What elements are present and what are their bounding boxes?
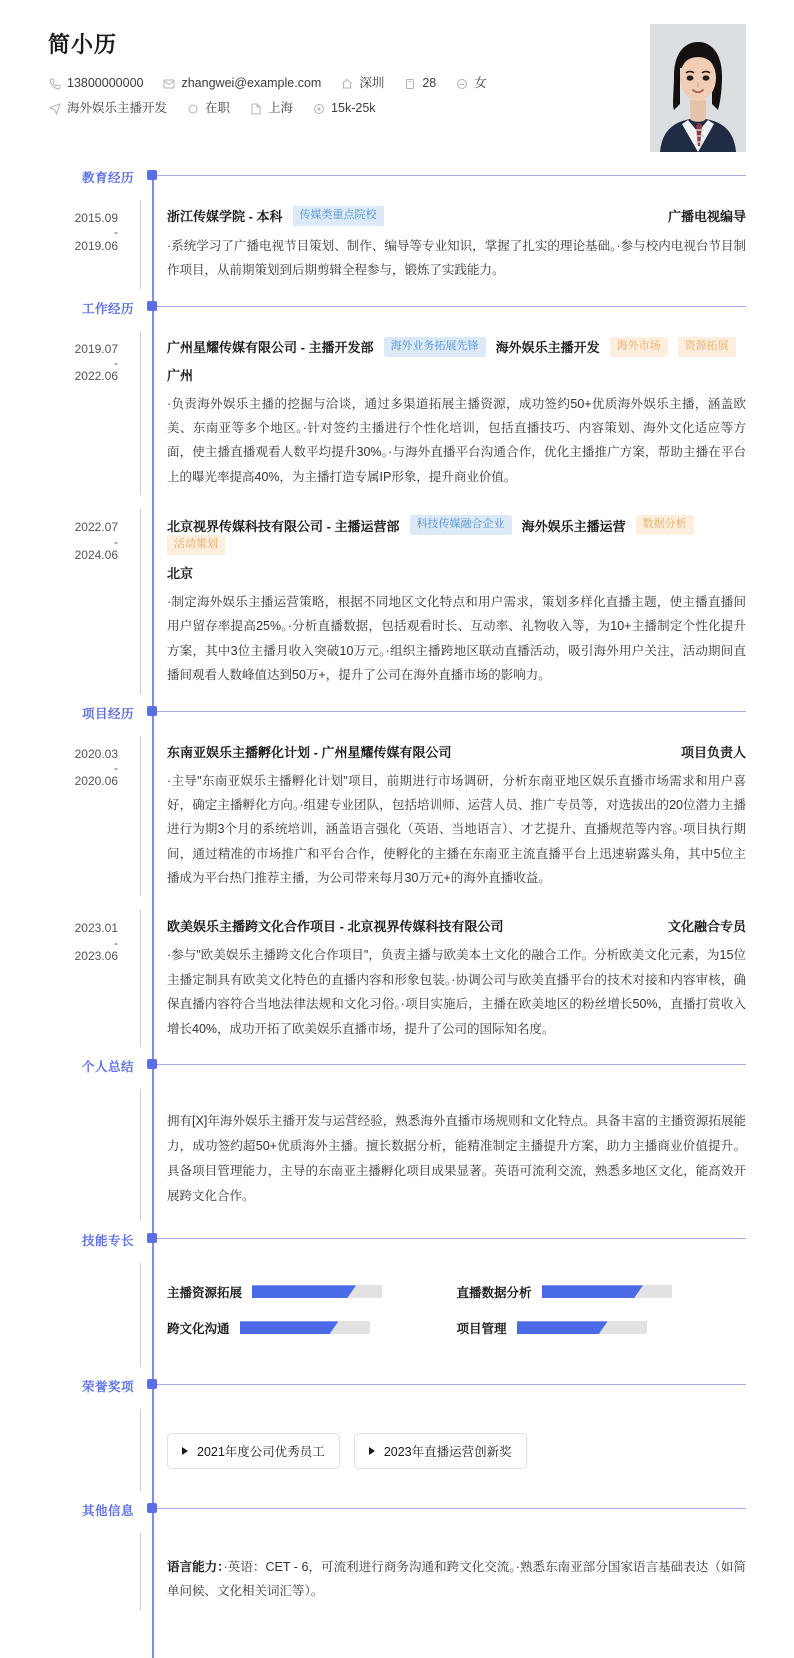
contact-age-value: 28 xyxy=(422,76,437,91)
section-summary xyxy=(0,1055,794,1229)
entry-description: ·系统学习了广播电视节目策划、制作、编导等专业知识，掌握了扎实的理论基础。·参与校内电视台节目制作项目，从前期策划到后期剪辑全程参与，锻炼了实践能力。 xyxy=(167,238,746,278)
company-name: 北京视界传媒科技有限公司 - 主播运营部 xyxy=(167,518,400,534)
job-role: 海外娱乐主播运营 xyxy=(521,518,626,534)
summary-text: 拥有[X]年海外娱乐主播开发与运营经验，熟悉海外直播市场规则和文化特点。具备丰富的主播资源拓展能力，成功签约超50+优质海外主播。擅长数据分析，能精准制定主播提升方案，助力主播商业价值提升。具备项目管理能力，主导的东南亚主播孵化项目成果显著。英语可流利交流，熟悉多地区文化，能高效开展跨文化合作。 xyxy=(167,1113,746,1203)
entry-content xyxy=(140,331,746,495)
section-education xyxy=(0,166,794,297)
entry-dates-empty xyxy=(0,1409,140,1419)
work-location: 北京 xyxy=(167,566,194,581)
entry-dates-empty xyxy=(0,1089,140,1099)
other-info-block xyxy=(167,1539,746,1604)
section-header-awards xyxy=(0,1375,794,1403)
entry-dates xyxy=(0,910,140,965)
contact-email xyxy=(162,77,321,90)
skill-item xyxy=(167,1283,457,1301)
section-header-summary xyxy=(0,1055,794,1083)
entry-dates-empty xyxy=(0,1533,140,1543)
skill-label: 直播数据分析 xyxy=(456,1285,532,1300)
entry-dates xyxy=(0,509,140,564)
skill-progress-fill xyxy=(517,1321,608,1334)
work-entry xyxy=(0,325,794,503)
section-rule xyxy=(157,711,746,712)
company-tag: 科技传媒融合企业 xyxy=(410,515,512,535)
date-dash: - xyxy=(114,935,118,950)
section-label-other: 其他信息 xyxy=(81,1503,134,1518)
section-work xyxy=(0,297,794,702)
job-city xyxy=(249,102,293,115)
date-dash: - xyxy=(114,225,118,240)
entry-description: ·主导"东南亚娱乐主播孵化计划"项目，前期进行市场调研，分析东南亚地区娱乐直播市场需求和用户喜好，确定主播孵化方向。·组建专业团队，包括培训师、运营人员、推广专员等，对选拔出的20位潜力主播进行为期3个月的系统培训，涵盖语言强化（英语、当地语言）、才艺提升、直播规范等内容。·项目执行期间，通过精准的市场推广和平台合作，使孵化的主播在东南亚主流直播平台上迅速崭露头角，其中5位主播成为平台热门推荐主播，为公司带来每月30万元+的海外直播收益。 xyxy=(167,773,746,885)
section-label-work: 工作经历 xyxy=(81,301,134,316)
company-tag: 海外业务拓展先锋 xyxy=(384,337,486,357)
contact-email-value: zhangwei@example.com xyxy=(181,76,322,91)
section-skills xyxy=(0,1229,794,1375)
document-icon xyxy=(249,102,262,115)
entry-description: ·负责海外娱乐主播的挖掘与洽谈，通过多渠道拓展主播资源，成功签约50+优质海外娱乐主播，涵盖欧美、东南亚等多个地区。·针对签约主播进行个性化培训，包括直播技巧、内容策划、海外文化适应等方面，使主播直播观看人数平均提升30%。·与海外直播平台沟通合作，优化主播推广方案，帮助主播在平台上的曝光率提高40%，为主播打造专属IP形象，提升商业价值。 xyxy=(167,396,746,484)
contact-phone xyxy=(48,77,143,90)
skill-progress-track xyxy=(240,1321,370,1334)
play-triangle-icon xyxy=(369,1447,375,1455)
date-end: 2024.06 xyxy=(74,547,118,562)
date-start: 2015.09 xyxy=(74,211,118,225)
date-start: 2023.01 xyxy=(74,921,118,936)
skill-tag: 海外市场 xyxy=(610,337,668,357)
expected-salary xyxy=(312,102,375,115)
section-rule xyxy=(157,1508,746,1509)
section-header-other xyxy=(0,1499,794,1527)
award-chip[interactable] xyxy=(354,1433,527,1469)
date-dash: - xyxy=(114,760,118,775)
phone-icon xyxy=(48,77,61,90)
entry-content xyxy=(140,509,746,693)
contact-hometown-value: 深圳 xyxy=(359,76,385,91)
entry-description: ·制定海外娱乐主播运营策略，根据不同地区文化特点和用户需求，策划多样化直播主题，使主播直播间用户留存率提高25%。·分析直播数据，包括观看时长、互动率、礼物收入等，为10+主播制定个性化提升方案，其中3位主播月收入突破10万元。·组织主播跨地区联动直播活动，吸引海外用户关注，活动期间直播间观看人数峰值达到50万+，提升了公司在海外直播市场的影响力。 xyxy=(167,595,746,683)
status-circle-icon xyxy=(186,102,199,115)
section-label-summary: 个人总结 xyxy=(81,1059,134,1074)
school-tag: 传媒类重点院校 xyxy=(293,206,384,226)
id-badge-icon xyxy=(403,77,416,90)
skill-item xyxy=(167,1319,457,1337)
timeline-marker xyxy=(147,706,157,716)
entry-content xyxy=(140,1089,746,1221)
entry-dates xyxy=(0,200,140,255)
section-rule xyxy=(157,1384,746,1385)
skill-progress-fill xyxy=(240,1321,339,1334)
skill-label: 项目管理 xyxy=(456,1321,507,1336)
project-name: 东南亚娱乐主播孵化计划 - 广州星耀传媒有限公司 xyxy=(167,744,452,760)
project-role: 文化融合专员 xyxy=(667,919,746,935)
skills-entry xyxy=(0,1257,794,1375)
section-header-projects xyxy=(0,702,794,730)
skill-progress-fill xyxy=(252,1285,356,1298)
entry-dates xyxy=(0,331,140,386)
job-status xyxy=(186,102,230,115)
section-projects xyxy=(0,702,794,1055)
job-objective xyxy=(48,102,167,115)
avatar xyxy=(650,24,746,152)
date-start: 2019.07 xyxy=(74,341,118,356)
section-rule xyxy=(157,1238,746,1239)
language-ability-text: ·英语：CET - 6，可流利进行商务沟通和跨文化交流。·熟悉东南亚部分国家语言基础表达（如简单问候、文化相关词汇等）。 xyxy=(167,1559,746,1599)
skill-tag: 活动策划 xyxy=(167,535,225,555)
skill-item xyxy=(457,1319,747,1337)
contact-phone-value: 13800000000 xyxy=(67,76,144,91)
section-header-skills xyxy=(0,1229,794,1257)
section-rule xyxy=(157,306,746,307)
contact-age xyxy=(403,77,436,90)
award-chip[interactable] xyxy=(167,1433,340,1469)
company-name: 广州星耀传媒有限公司 - 主播开发部 xyxy=(167,340,374,356)
job-city-value: 上海 xyxy=(268,101,294,116)
skill-progress-track xyxy=(542,1285,672,1298)
date-end: 2019.06 xyxy=(74,238,118,253)
skill-tag: 数据分析 xyxy=(636,515,694,535)
date-dash: - xyxy=(114,356,118,371)
award-label: 2023年直播运营创新奖 xyxy=(383,1444,512,1459)
job-objective-value: 海外娱乐主播开发 xyxy=(67,101,168,116)
contact-gender xyxy=(455,77,487,90)
contact-gender-value: 女 xyxy=(474,76,487,91)
awards-list xyxy=(167,1415,746,1485)
home-icon xyxy=(340,77,353,90)
section-label-projects: 项目经历 xyxy=(81,706,134,721)
project-role: 项目负责人 xyxy=(680,744,746,760)
envelope-icon xyxy=(162,77,175,90)
project-name: 欧美娱乐主播跨文化合作项目 - 北京视界传媒科技有限公司 xyxy=(167,919,504,935)
gender-icon xyxy=(455,77,468,90)
skill-label: 跨文化沟通 xyxy=(167,1321,230,1336)
contact-hometown xyxy=(340,77,384,90)
section-header-education xyxy=(0,166,794,194)
date-start: 2020.03 xyxy=(74,746,118,761)
resume-body xyxy=(0,166,794,1658)
play-triangle-icon xyxy=(182,1447,188,1455)
entry-content xyxy=(140,1263,746,1367)
project-entry xyxy=(0,730,794,905)
entry-title-row xyxy=(167,742,746,761)
skill-progress-fill xyxy=(542,1285,643,1298)
awards-entry xyxy=(0,1403,794,1499)
award-label: 2021年度公司优秀员工 xyxy=(197,1444,325,1459)
header-info xyxy=(48,24,506,127)
resume-header xyxy=(0,0,794,166)
summary-entry xyxy=(0,1083,794,1229)
language-ability-label: 语言能力： xyxy=(167,1559,224,1574)
timeline-marker xyxy=(147,1233,157,1243)
entry-title-row xyxy=(167,337,746,357)
skill-progress-track xyxy=(252,1285,382,1298)
entry-content xyxy=(140,910,746,1047)
section-other xyxy=(0,1499,794,1618)
entry-content xyxy=(140,736,746,897)
date-start: 2022.07 xyxy=(74,520,118,535)
major-name: 广播电视编导 xyxy=(667,209,746,225)
entry-description: ·参与"欧美娱乐主播跨文化合作项目"，负责主播与欧美本土文化的融合工作。分析欧美文化元素，为15位主播定制具有欧美文化特色的直播内容和形象包装。·协调公司与欧美直播平台的技术对接和内容审核，确保直播内容符合当地法律法规和文化习俗。·项目实施后，主播在欧美地区的粉丝增长50%，直播打赏收入增长40%，成功开拓了欧美娱乐直播市场，提升了公司的国际知名度。 xyxy=(167,948,746,1036)
entry-content xyxy=(140,1409,746,1491)
date-dash: - xyxy=(114,534,118,549)
page-title: 简小历 xyxy=(48,32,118,57)
date-end: 2020.06 xyxy=(74,774,118,789)
entry-content xyxy=(140,1533,746,1610)
entry-dates-empty xyxy=(0,1263,140,1273)
skill-tag: 资源拓展 xyxy=(678,337,736,357)
section-rule xyxy=(157,175,746,176)
work-location: 广州 xyxy=(167,367,194,383)
project-entry xyxy=(0,904,794,1055)
timeline-marker xyxy=(147,1503,157,1513)
entry-content xyxy=(140,200,746,289)
section-label-education: 教育经历 xyxy=(81,171,134,185)
timeline-marker xyxy=(147,170,157,180)
other-entry xyxy=(0,1527,794,1618)
job-status-value: 在职 xyxy=(205,101,231,116)
contact-row-secondary xyxy=(48,102,506,115)
expected-salary-value: 15k-25k xyxy=(331,101,376,116)
skill-item xyxy=(457,1283,747,1301)
section-awards xyxy=(0,1375,794,1499)
skills-grid xyxy=(167,1269,746,1361)
skill-progress-track xyxy=(517,1321,647,1334)
entry-title-row xyxy=(167,515,746,555)
entry-title-row xyxy=(167,916,746,935)
salary-icon xyxy=(312,102,325,115)
section-rule xyxy=(157,1064,746,1065)
section-header-work xyxy=(0,297,794,325)
work-entry xyxy=(0,503,794,701)
education-entry xyxy=(0,194,794,297)
paper-plane-icon xyxy=(48,102,61,115)
date-end: 2023.06 xyxy=(74,948,118,963)
date-end: 2022.06 xyxy=(74,369,118,384)
timeline-marker xyxy=(147,1059,157,1069)
school-name: 浙江传媒学院 - 本科 xyxy=(167,209,283,225)
section-label-awards: 荣誉奖项 xyxy=(81,1379,134,1394)
timeline-marker xyxy=(147,1379,157,1389)
entry-dates xyxy=(0,736,140,791)
job-role: 海外娱乐主播开发 xyxy=(495,340,600,356)
skill-label: 主播资源拓展 xyxy=(167,1285,243,1300)
entry-title-row xyxy=(167,206,746,226)
timeline-marker xyxy=(147,301,157,311)
section-label-skills: 技能专长 xyxy=(81,1233,134,1248)
contact-row-primary xyxy=(48,77,506,90)
